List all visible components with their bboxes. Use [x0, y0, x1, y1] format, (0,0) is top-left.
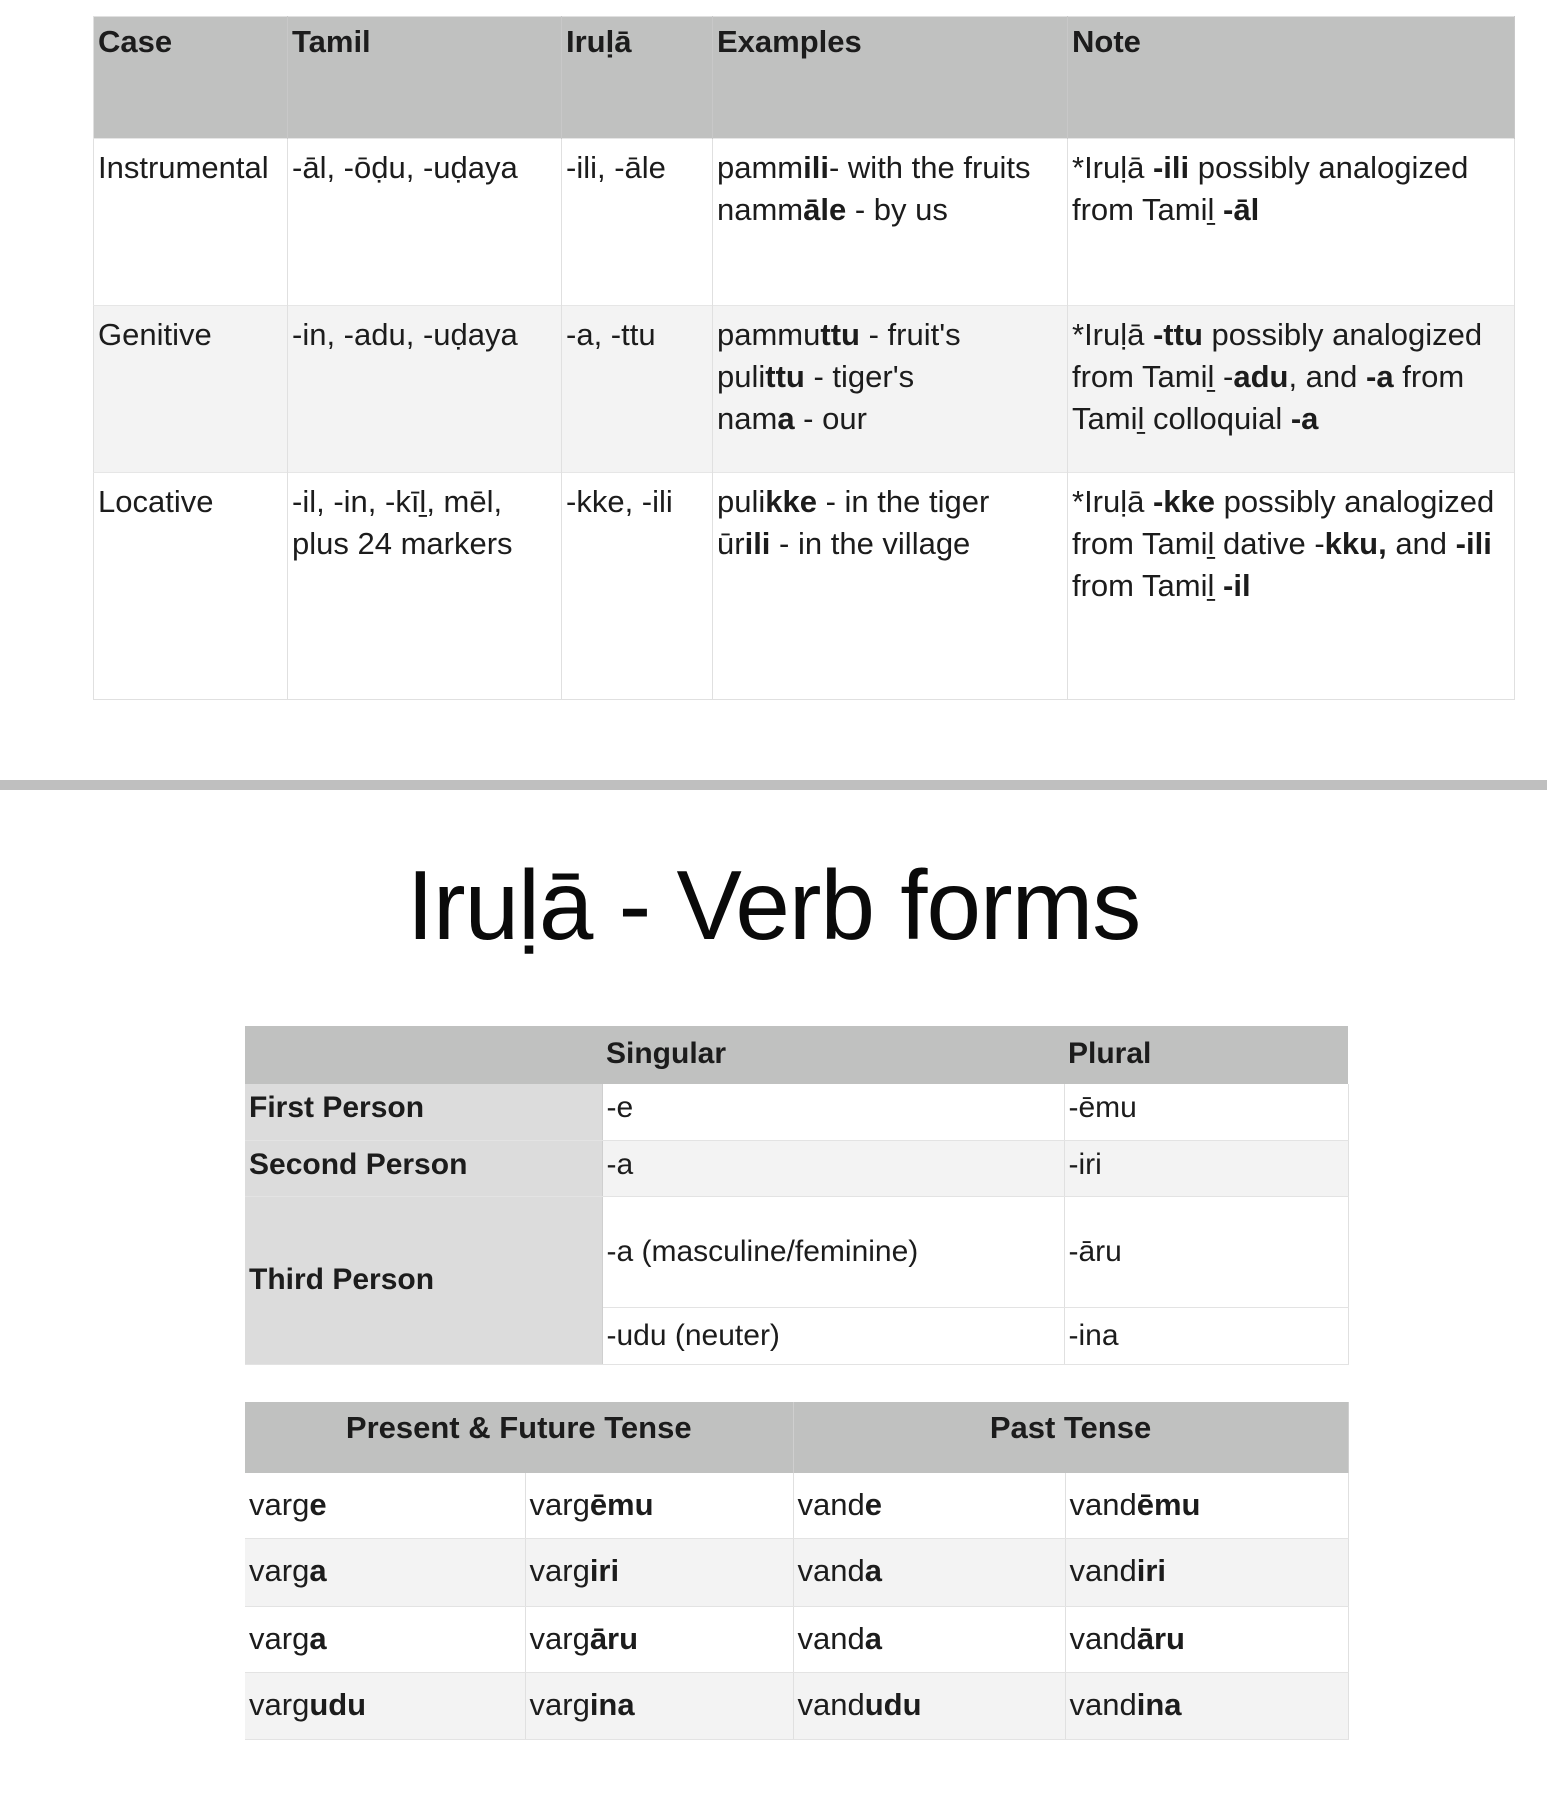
- text-segment: vand: [797, 1552, 865, 1588]
- text-segment: -kke, -ili: [566, 484, 673, 519]
- singular-ending: -a: [602, 1140, 1064, 1196]
- note: [1068, 139, 1515, 306]
- header-singular: Singular: [602, 1026, 1064, 1084]
- bold-morpheme: āru: [589, 1620, 639, 1656]
- cell-line: [1072, 481, 1510, 607]
- text-segment: varg: [249, 1552, 310, 1588]
- tense-row: [245, 1672, 1348, 1739]
- header-present-future: Present & Future Tense: [245, 1402, 793, 1473]
- text-segment: varg: [249, 1620, 310, 1656]
- bold-morpheme: a: [864, 1620, 882, 1656]
- cell-line: [717, 189, 1063, 231]
- text-segment: varg: [249, 1686, 310, 1722]
- singular-ending: -e: [602, 1084, 1064, 1140]
- present-singular-form: [245, 1538, 525, 1606]
- bold-morpheme: e: [309, 1487, 327, 1522]
- text-segment: -il, -in, -kīḻ, mēl,: [292, 484, 503, 519]
- text-segment: vand: [797, 1487, 865, 1522]
- bold-morpheme: a: [309, 1552, 327, 1588]
- header-past: Past Tense: [793, 1402, 1348, 1473]
- bold-morpheme: udu: [309, 1686, 367, 1722]
- case-row-instrumental: [94, 139, 1515, 306]
- text-segment: possibly analogized from Tamiḻ: [1072, 150, 1469, 227]
- text-segment: vand: [797, 1686, 865, 1722]
- header-plural: Plural: [1064, 1026, 1348, 1084]
- bold-morpheme: ttu: [765, 359, 805, 394]
- bold-morpheme: -a: [1366, 359, 1394, 394]
- text-segment: - by us: [846, 192, 948, 227]
- bold-morpheme: a: [864, 1552, 882, 1588]
- cell-line: [717, 481, 1063, 523]
- past-singular-form: [793, 1606, 1065, 1672]
- examples: [713, 139, 1068, 306]
- bold-morpheme: ili: [744, 526, 771, 561]
- note: [1068, 306, 1515, 473]
- text-segment: -a, -ttu: [566, 317, 656, 352]
- tense-row: [245, 1473, 1348, 1538]
- text-segment: possibly analogized from Tamiḻ dative -: [1072, 484, 1495, 561]
- text-segment: - our: [794, 401, 867, 436]
- past-plural-form: [1065, 1606, 1348, 1672]
- note: [1068, 473, 1515, 700]
- header-case: Case: [94, 17, 288, 139]
- bold-morpheme: udu: [864, 1686, 922, 1722]
- past-singular-form: [793, 1672, 1065, 1739]
- header-note: Note: [1068, 17, 1515, 139]
- slide-divider: [0, 780, 1547, 790]
- person-label: Third Person: [245, 1196, 602, 1364]
- text-segment: possibly analogized from Tamiḻ -: [1072, 317, 1483, 394]
- present-plural-form: [525, 1473, 793, 1538]
- text-segment: pammu: [717, 317, 821, 352]
- text-segment: varg: [529, 1487, 590, 1522]
- cell-line: [1072, 147, 1510, 231]
- text-segment: - fruit's: [859, 317, 961, 352]
- bold-morpheme: -kke: [1152, 484, 1216, 519]
- bold-morpheme: e: [864, 1487, 882, 1522]
- bold-morpheme: -ili: [1152, 150, 1190, 185]
- cell-line: [566, 481, 708, 523]
- cell-line: [717, 523, 1063, 565]
- case-table-header-row: [94, 17, 1515, 139]
- tense-row: [245, 1538, 1348, 1606]
- person-endings-table: [245, 1026, 1349, 1365]
- bold-morpheme: ina: [1136, 1686, 1182, 1722]
- cell-line: [717, 356, 1063, 398]
- bold-morpheme: -a: [1290, 401, 1319, 436]
- irula-markers: [562, 139, 713, 306]
- case-endings-table: [93, 16, 1515, 700]
- text-segment: , and: [1288, 359, 1367, 394]
- text-segment: -āl, -ōḍu, -uḍaya: [292, 150, 518, 185]
- cell-line: [566, 314, 708, 356]
- bold-morpheme: ēmu: [1136, 1487, 1201, 1522]
- tense-row: [245, 1606, 1348, 1672]
- cell-line: [717, 398, 1063, 440]
- text-segment: - in the village: [770, 526, 971, 561]
- bold-morpheme: āru: [1136, 1620, 1185, 1656]
- cell-line: [292, 481, 557, 523]
- person-row-first: [245, 1084, 1348, 1140]
- plural-ending: -iri: [1064, 1140, 1348, 1196]
- text-segment: namm: [717, 192, 804, 227]
- text-segment: -in, -adu, -uḍaya: [292, 317, 518, 352]
- singular-ending: -a (masculine/feminine): [602, 1196, 1064, 1307]
- past-singular-form: [793, 1473, 1065, 1538]
- text-segment: vand: [797, 1620, 865, 1656]
- text-segment: pamm: [717, 150, 804, 185]
- cell-line: [717, 314, 1063, 356]
- text-segment: nam: [717, 401, 778, 436]
- cell-line: [292, 314, 557, 356]
- bold-morpheme: ili: [803, 150, 829, 185]
- text-segment: from Tamiḻ: [1072, 568, 1224, 603]
- tamil-markers: [288, 473, 562, 700]
- bold-morpheme: āle: [803, 192, 847, 227]
- text-segment: puli: [717, 484, 766, 519]
- cell-line: [566, 147, 708, 189]
- text-segment: vand: [1069, 1620, 1137, 1656]
- present-plural-form: [525, 1538, 793, 1606]
- past-plural-form: [1065, 1538, 1348, 1606]
- present-singular-form: [245, 1473, 525, 1538]
- tense-table-header-row: [245, 1402, 1348, 1473]
- plural-ending: -ina: [1064, 1307, 1348, 1364]
- text-segment: varg: [249, 1487, 310, 1522]
- bold-morpheme: ttu: [820, 317, 860, 352]
- text-segment: plus 24 markers: [292, 526, 513, 561]
- person-label: First Person: [245, 1084, 602, 1140]
- bold-morpheme: ina: [589, 1686, 635, 1722]
- header-examples: Examples: [713, 17, 1068, 139]
- text-segment: varg: [529, 1686, 590, 1722]
- cell-line: [1072, 314, 1510, 440]
- bold-morpheme: -il: [1223, 568, 1251, 603]
- bold-morpheme: kku,: [1324, 526, 1387, 561]
- bold-morpheme: a: [777, 401, 795, 436]
- text-segment: vand: [1069, 1487, 1137, 1522]
- text-segment: *Iruḷā: [1072, 150, 1153, 185]
- text-segment: -ili, -āle: [566, 150, 666, 185]
- bold-morpheme: a: [309, 1620, 327, 1656]
- present-singular-form: [245, 1672, 525, 1739]
- header-tamil: Tamil: [288, 17, 562, 139]
- present-singular-form: [245, 1606, 525, 1672]
- plural-ending: -ēmu: [1064, 1084, 1348, 1140]
- person-row-second: [245, 1140, 1348, 1196]
- past-singular-form: [793, 1538, 1065, 1606]
- bold-morpheme: -ttu: [1152, 317, 1203, 352]
- text-segment: varg: [529, 1552, 590, 1588]
- page-title: Iruḷā - Verb forms: [406, 850, 1141, 960]
- person-label: Second Person: [245, 1140, 602, 1196]
- cell-line: [292, 147, 557, 189]
- examples: [713, 306, 1068, 473]
- text-segment: - tiger's: [804, 359, 915, 394]
- tamil-markers: [288, 306, 562, 473]
- header-irula: Iruḷā: [562, 17, 713, 139]
- case-name: Locative: [94, 473, 288, 700]
- text-segment: - with the fruits: [828, 150, 1031, 185]
- case-row-locative: [94, 473, 1515, 700]
- person-table-header-row: [245, 1026, 1348, 1084]
- past-plural-form: [1065, 1473, 1348, 1538]
- text-segment: puli: [717, 359, 766, 394]
- header-empty: [245, 1026, 602, 1084]
- irula-markers: [562, 306, 713, 473]
- irula-markers: [562, 473, 713, 700]
- text-segment: vand: [1069, 1552, 1137, 1588]
- text-segment: *Iruḷā: [1072, 317, 1153, 352]
- cell-line: [717, 147, 1063, 189]
- plural-ending: -āru: [1064, 1196, 1348, 1307]
- text-segment: vand: [1069, 1686, 1137, 1722]
- bold-morpheme: -ili: [1455, 526, 1492, 561]
- bold-morpheme: ēmu: [589, 1487, 654, 1522]
- case-row-genitive: [94, 306, 1515, 473]
- tense-conjugation-table: [245, 1402, 1349, 1740]
- bold-morpheme: -āl: [1223, 192, 1260, 227]
- bold-morpheme: adu: [1233, 359, 1289, 394]
- text-segment: varg: [529, 1620, 590, 1656]
- past-plural-form: [1065, 1672, 1348, 1739]
- case-name: Instrumental: [94, 139, 288, 306]
- bold-morpheme: kke: [765, 484, 817, 519]
- cell-line: [292, 523, 557, 565]
- text-segment: - in the tiger: [817, 484, 990, 519]
- text-segment: *Iruḷā: [1072, 484, 1153, 519]
- singular-ending: -udu (neuter): [602, 1307, 1064, 1364]
- bold-morpheme: iri: [1136, 1552, 1167, 1588]
- tamil-markers: [288, 139, 562, 306]
- person-row-third-masc-fem: [245, 1196, 1348, 1307]
- text-segment: and: [1386, 526, 1456, 561]
- case-name: Genitive: [94, 306, 288, 473]
- text-segment: ūr: [717, 526, 745, 561]
- present-plural-form: [525, 1606, 793, 1672]
- text-segment: from Tamiḻ colloquial: [1072, 359, 1465, 436]
- examples: [713, 473, 1068, 700]
- present-plural-form: [525, 1672, 793, 1739]
- bold-morpheme: iri: [589, 1552, 620, 1588]
